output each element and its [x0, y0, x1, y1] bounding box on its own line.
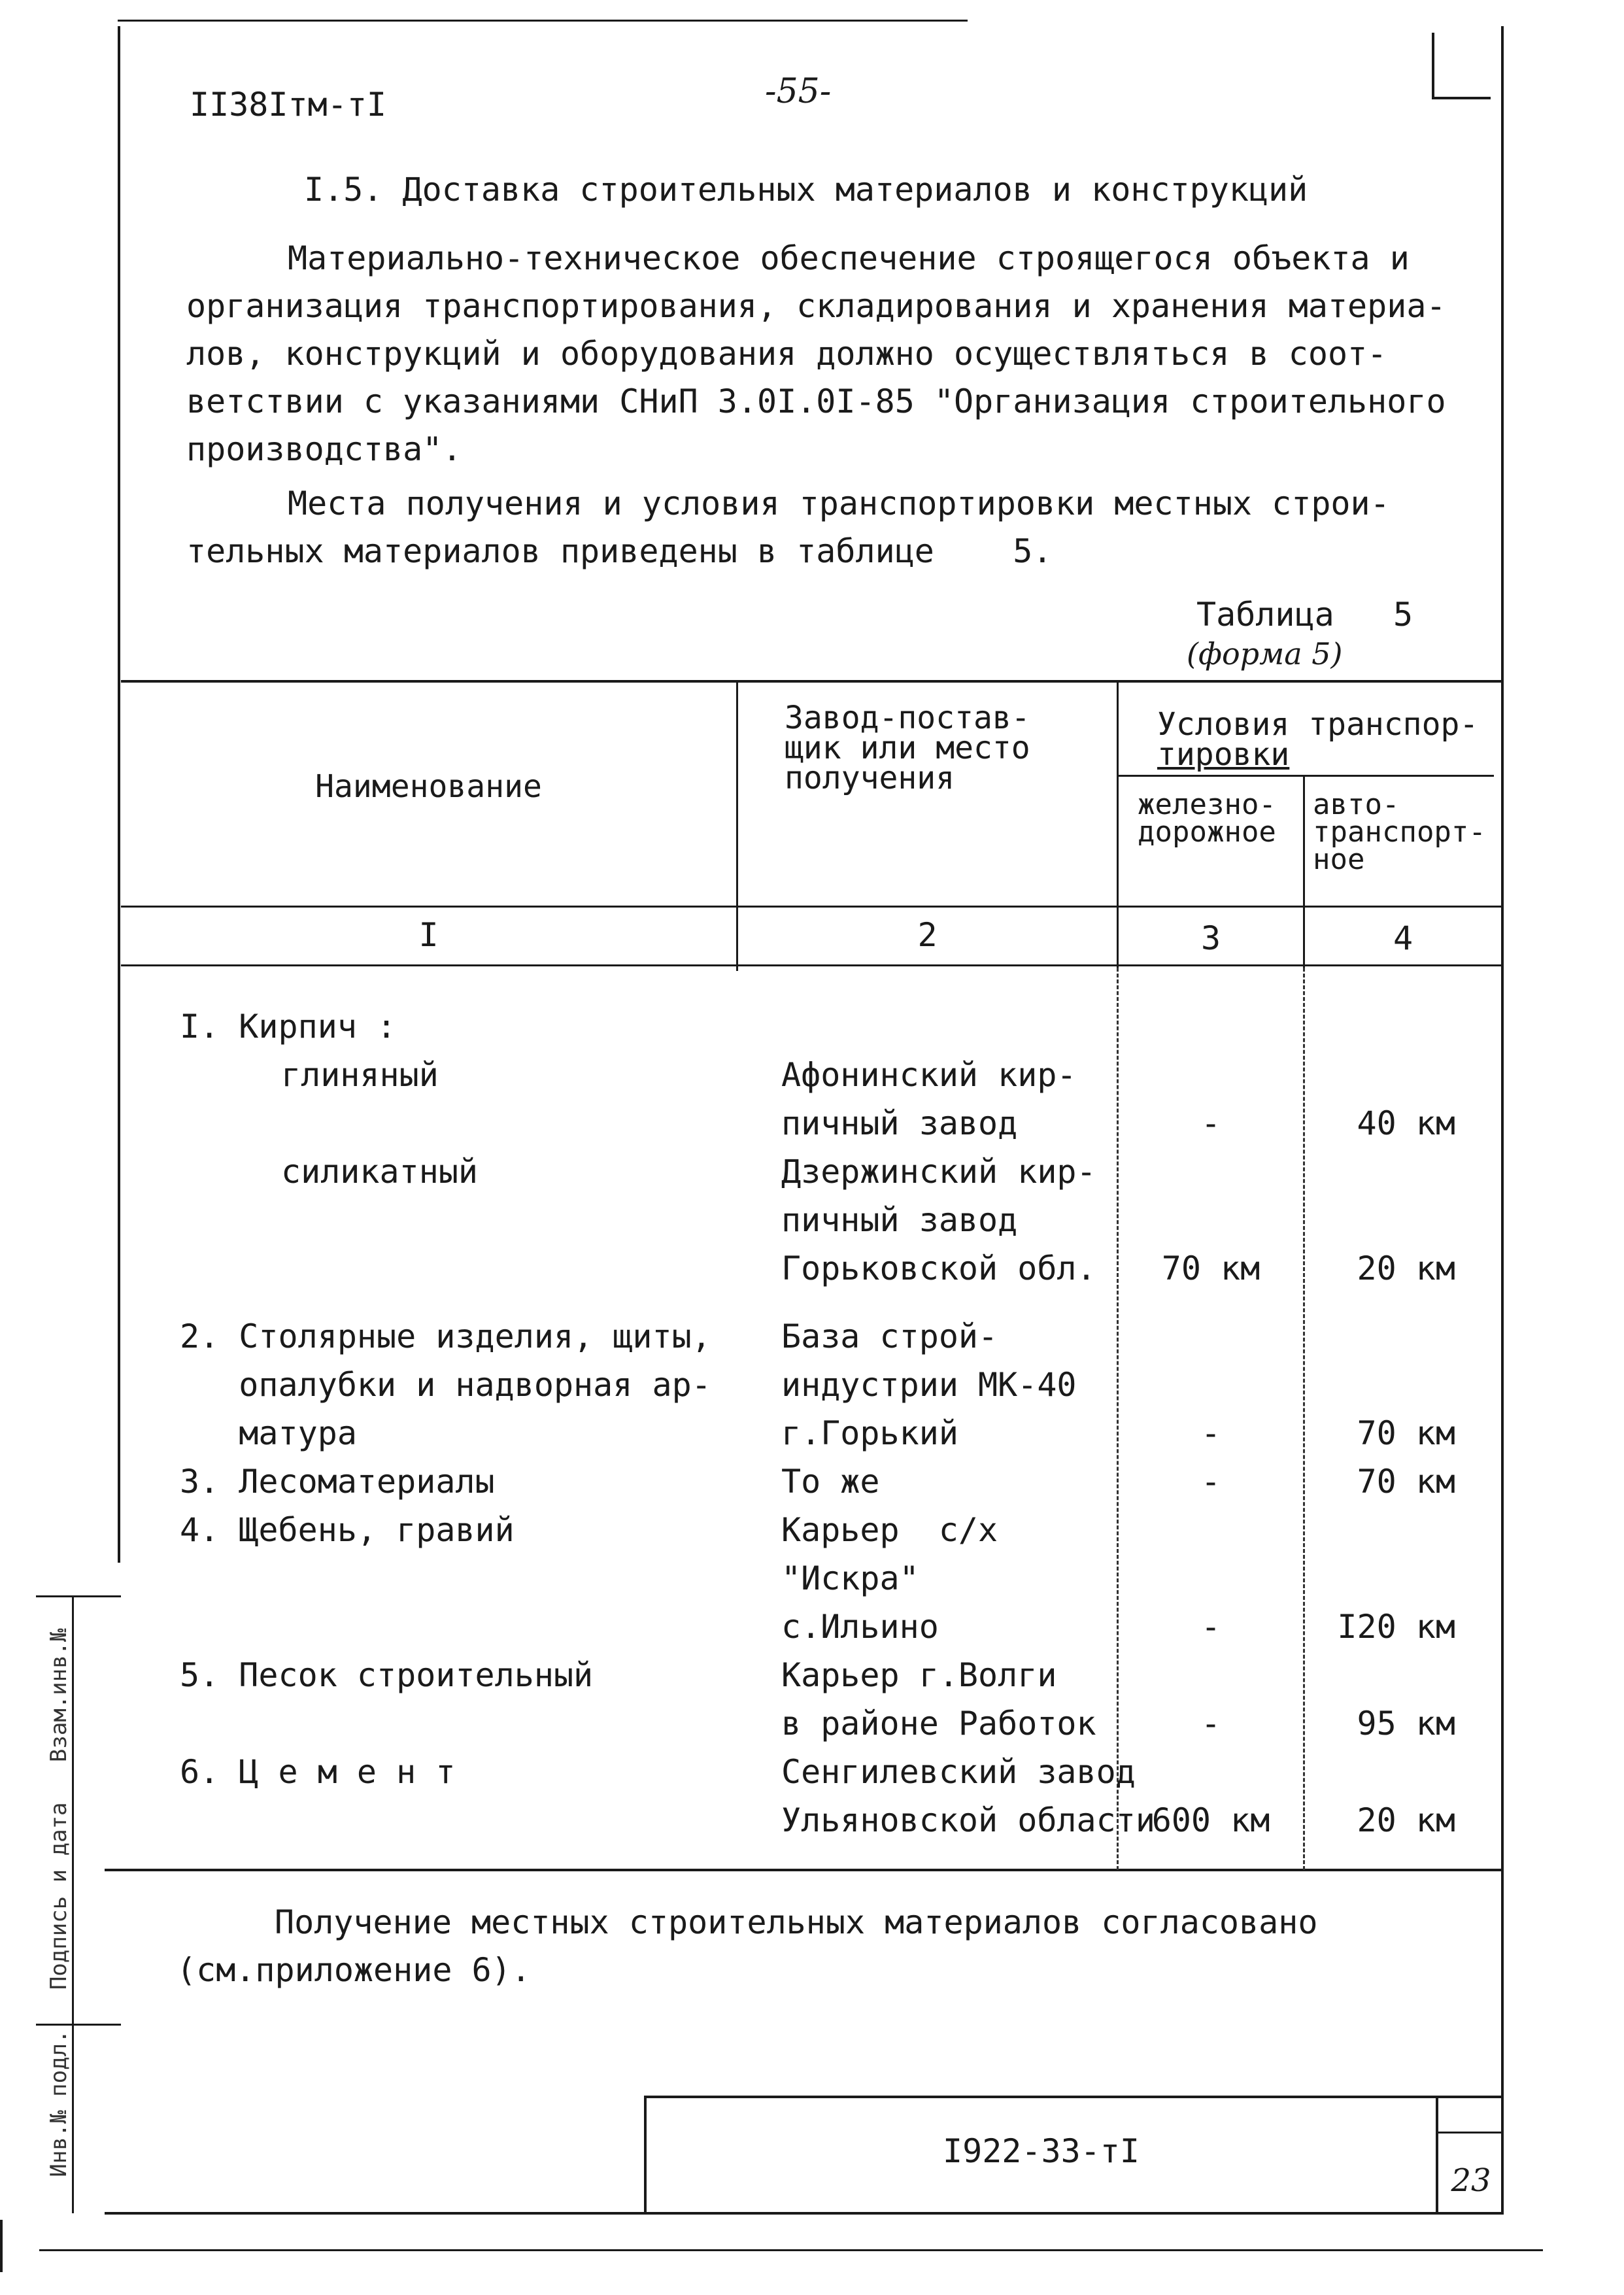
cell-supplier: индустрии МК-40	[781, 1366, 1077, 1404]
cell-road: 20 км	[1357, 1250, 1455, 1287]
table-header-road-line: авто-	[1313, 788, 1400, 821]
cell-supplier: "Искра"	[781, 1559, 919, 1597]
table-row	[0, 1197, 1504, 1246]
table-group-divider	[1118, 775, 1494, 777]
table-header-transport-line: Условия транспор-	[1157, 706, 1479, 743]
table-form-note: (форма 5)	[1187, 636, 1343, 672]
column-number-1: I	[418, 916, 439, 954]
cell-name: 3. Лесоматериалы	[180, 1463, 495, 1501]
cell-rail: -	[1200, 1705, 1221, 1742]
table-row	[0, 1410, 1504, 1459]
table-header-supplier-line: получения	[785, 760, 955, 796]
table-row	[0, 1100, 1504, 1149]
cell-road: 70 км	[1357, 1414, 1455, 1452]
title-block-sheet-number: 23	[1451, 2162, 1491, 2199]
outer-left-bottom-line	[0, 2220, 3, 2272]
cell-name: 5. Песок строительный	[180, 1656, 594, 1694]
cell-supplier: пичный завод	[781, 1104, 1018, 1142]
table-column-number-divider	[121, 964, 1504, 966]
corner-mark	[1432, 33, 1434, 98]
cell-supplier: г.Горький	[781, 1414, 958, 1452]
cell-rail: -	[1200, 1104, 1221, 1142]
table-header-rail-line: железно-	[1138, 788, 1276, 821]
table-row	[0, 1246, 1504, 1294]
cell-name: I. Кирпич :	[180, 1008, 397, 1046]
cell-rail: 600 км	[1151, 1801, 1270, 1839]
table-header-supplier	[785, 700, 1030, 796]
cell-name: опалубки и надворная ар-	[180, 1366, 711, 1404]
paragraph-2-line: тельных материалов приведены в таблице 5.	[186, 532, 1053, 570]
table-header-road	[1313, 788, 1486, 876]
page-number: -55-	[765, 72, 832, 111]
cell-name: глиняный	[281, 1056, 439, 1094]
cell-rail: -	[1200, 1463, 1221, 1501]
outer-bottom-line	[39, 2249, 1543, 2251]
table-header-name: Наименование	[315, 768, 542, 805]
table-caption: Таблица 5	[1196, 596, 1413, 634]
footer-note-line: (см.приложение 6).	[177, 1951, 531, 1989]
table-row	[0, 1459, 1504, 1507]
column-number-4: 4	[1393, 919, 1413, 957]
table-row	[0, 1556, 1504, 1604]
table-row	[0, 1604, 1504, 1652]
table-header-road-line: транспорт-	[1313, 815, 1486, 849]
paragraph-1-line: организация транспортирования, складирования и хранения материа-	[186, 287, 1446, 325]
frame-top-border	[118, 20, 968, 22]
table-header-rail-line: дорожное	[1138, 815, 1276, 849]
corner-mark-base	[1432, 97, 1491, 99]
paragraph-2	[186, 481, 1390, 574]
frame-bottom-border	[105, 2212, 1504, 2215]
cell-road: 70 км	[1357, 1463, 1455, 1501]
cell-name: матура	[180, 1414, 357, 1452]
column-number-3: 3	[1200, 919, 1221, 957]
cell-rail: -	[1200, 1414, 1221, 1452]
title-block-sheet-label-line	[1436, 2132, 1504, 2134]
table-row	[0, 1749, 1504, 1797]
title-block-top	[644, 2096, 1504, 2098]
title-block-doc-number: I922-33-тI	[942, 2132, 1140, 2170]
table-row	[0, 1701, 1504, 1749]
table-bottom-border	[105, 1869, 1504, 1871]
table-header-transport-group	[1157, 706, 1479, 773]
cell-name: 4. Щебень, гравий	[180, 1511, 515, 1549]
table-row	[0, 1314, 1504, 1362]
cell-supplier: Карьер г.Волги	[781, 1656, 1057, 1694]
table-header-transport-line: тировки	[1157, 736, 1290, 773]
cell-name: 2. Столярные изделия, щиты,	[180, 1318, 711, 1355]
table-header-rail	[1138, 788, 1276, 849]
paragraph-1-line: лов, конструкций и оборудования должно осуществляться в соот-	[186, 335, 1387, 373]
table-row	[0, 1362, 1504, 1410]
table-header-supplier-line: щик или место	[785, 730, 1030, 766]
cell-supplier: пичный завод	[781, 1201, 1018, 1239]
cell-supplier: Дзержинский кир-	[781, 1153, 1096, 1191]
cell-supplier: База строй-	[781, 1318, 998, 1355]
table-row	[0, 1797, 1504, 1846]
table-row	[0, 1652, 1504, 1701]
paragraph-1-line: Материально-техническое обеспечение строящегося объекта и	[288, 239, 1410, 277]
paragraph-1-line: производства".	[186, 430, 462, 468]
cell-supplier: Ульяновской области	[781, 1801, 1155, 1839]
table-header-road-line: ное	[1313, 843, 1365, 876]
cell-supplier: с.Ильино	[781, 1608, 939, 1646]
table-header-supplier-line: Завод-постав-	[785, 700, 1030, 736]
table-row	[0, 1052, 1504, 1100]
cell-name: силикатный	[281, 1153, 479, 1191]
cell-supplier: в районе Работок	[781, 1705, 1096, 1742]
cell-rail: -	[1200, 1608, 1221, 1646]
paragraph-1	[186, 235, 1446, 472]
table-row	[0, 1149, 1504, 1197]
table-row	[0, 1004, 1504, 1052]
cell-supplier: Сенгилевский завод	[781, 1753, 1136, 1791]
cell-road: 95 км	[1357, 1705, 1455, 1742]
document-code: II38Iтм-тI	[190, 86, 387, 124]
table-header-divider	[121, 906, 1504, 908]
footer-note-line: Получение местных строительных материалов согласовано	[275, 1903, 1318, 1941]
margin-stamp-text: Инв.№ подл. Подпись и дата Взам.инв.№	[46, 1628, 72, 2177]
paragraph-1-line: ветствии с указаниями СНиП 3.0I.0I-85 "Организация строительного	[186, 382, 1446, 420]
table-top-border	[121, 680, 1504, 683]
cell-supplier: Афонинский кир-	[781, 1056, 1077, 1094]
cell-supplier: То же	[781, 1463, 880, 1501]
cell-road: I20 км	[1337, 1608, 1455, 1646]
footer-note	[177, 1899, 1317, 1993]
cell-supplier: Горьковской обл.	[781, 1250, 1096, 1287]
cell-road: 20 км	[1357, 1801, 1455, 1839]
table-row	[0, 1507, 1504, 1556]
section-title: I.5. Доставка строительных материалов и конструкций	[304, 171, 1308, 209]
cell-supplier: Карьер с/х	[781, 1511, 998, 1549]
margin-stamp-inner	[72, 1595, 74, 2213]
cell-rail: 70 км	[1161, 1250, 1260, 1287]
cell-road: 40 км	[1357, 1104, 1455, 1142]
cell-name: 6. Ц е м е н т	[180, 1753, 456, 1791]
paragraph-2-line: Места получения и условия транспортировки местных строи-	[288, 484, 1390, 522]
column-number-2: 2	[917, 916, 938, 954]
